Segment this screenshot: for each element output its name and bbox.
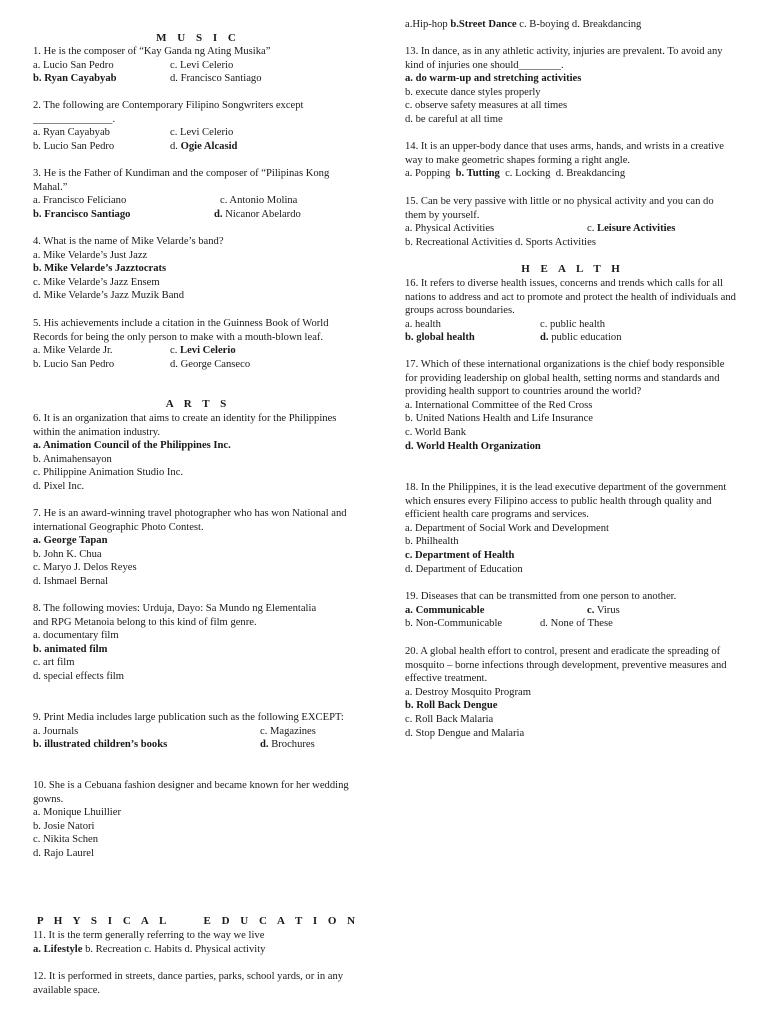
question-12 (33, 970, 358, 997)
option-a-correct: a. Animation Council of the Philippines Inc. (33, 440, 231, 452)
question-9 (33, 711, 363, 752)
option-c-correct: c. Levi Celerio (170, 345, 236, 357)
option-c: c. Maryo J. Delos Reyes (33, 562, 137, 574)
question-text: 10. She is a Cebuana fashion designer and became known for her wedding gowns. (33, 780, 349, 805)
question-13 (405, 45, 740, 127)
option-b: b. Non-Communicable (405, 618, 503, 630)
question-text: 18. In the Philippines, it is the lead executive department of the government which ensures every Filipino access to public health through quality and efficient health care programs and services. (405, 482, 727, 521)
question-8 (33, 602, 333, 684)
option-c-correct: c. Department of Health (405, 549, 515, 561)
question-text: 7. He is an award-winning travel photographer who has won National and international Geographic Photo Contest. (33, 508, 347, 533)
question-text: 13. In dance, as in any athletic activity, injuries are prevalent. To avoid any kind of injuries one should________. (405, 46, 723, 71)
option-d: d. Pixel Inc. (33, 480, 85, 492)
option-b-correct: b. animated film (33, 643, 108, 655)
option-d: d. None of These (540, 618, 613, 630)
option-d: d. Nicanor Abelardo (214, 208, 301, 220)
option-a-correct: a. George Tapan (33, 535, 108, 547)
option-c: c. Nikita Schen (33, 834, 99, 846)
option-b: b. Josie Natori (33, 820, 95, 832)
question-7 (33, 507, 353, 589)
option-d: d. George Canseco (170, 358, 251, 370)
option-d: d. Stop Dengue and Malaria (405, 727, 525, 739)
option-d: d. Rajo Laurel (33, 847, 94, 859)
option-c: c. Antonio Molina (220, 195, 298, 207)
question-text: 8. The following movies: Urduja, Dayo: Sa Mundo ng Elementalia and RPG Metanoia belong to this kind of film genre. (33, 603, 317, 628)
arts-heading: A R T S (165, 398, 231, 410)
question-text: 5. His achievements include a citation in the Guinness Book of World Records for being the only person to make with a mouth-blown leaf. (33, 318, 329, 343)
option-c: c. Mike Velarde’s Jazz Ensem (33, 276, 160, 288)
option-c: c. Roll Back Malaria (405, 713, 494, 725)
other-options: b. Recreation c. Habits d. Physical activity (82, 943, 266, 955)
question-12-options: a.Hip-hop b.Street Dance c. B-boying d. Breakdancing (405, 19, 642, 30)
option-c: c. public health (540, 318, 606, 330)
option-b-d: b. Recreational Activities d. Sports Activities (405, 236, 596, 248)
option-a: a. health (405, 318, 441, 330)
question-16 (405, 277, 740, 345)
option-b: b. Animahensayon (33, 453, 112, 465)
option-c-correct: c. Leisure Activities (587, 223, 676, 235)
option-c: c. World Bank (405, 426, 467, 438)
option-b-correct: b. Tutting (455, 168, 500, 180)
music-heading: M U S I C (156, 32, 240, 44)
question-20 (405, 645, 727, 740)
answer-blank: _______________. (33, 113, 116, 125)
question-1 (33, 45, 363, 86)
question-text: 11. It is the term generally referring to the way we live (33, 930, 265, 941)
option-a: a. Journals (33, 725, 79, 737)
option-a: a. Mike Velarde’s Just Jazz (33, 249, 148, 261)
question-18 (405, 481, 735, 576)
option-d: d. Ishmael Bernal (33, 575, 109, 587)
question-text: 2. The following are Contemporary Filipino Songwriters except (33, 100, 304, 111)
question-10 (33, 779, 353, 861)
option-a: a. Destroy Mosquito Program (405, 686, 531, 698)
question-text: 3. He is the Father of Kundiman and the composer of “Pilipinas Kong Mahal.” (33, 168, 330, 193)
option-d: d. Department of Education (405, 563, 523, 575)
question-15 (405, 195, 725, 249)
option-b: b. John K. Chua (33, 548, 102, 560)
question-5 (33, 317, 355, 371)
option-d: d. special effects film (33, 670, 124, 682)
question-text: 14. It is an upper-body dance that uses arms, hands, and wrists in a creative way to make geometric shapes forming a right angle. (405, 141, 724, 166)
question-text: 12. It is performed in streets, dance parties, parks, school yards, or in any available space. (33, 971, 344, 996)
option-c: c. Philippine Animation Studio Inc. (33, 467, 184, 479)
option-d: d. Francisco Santiago (170, 73, 262, 85)
question-19 (405, 590, 740, 631)
question-text: 20. A global health effort to control, present and eradicate the spreading of mosquito – borne infections through development, preventive measures and effective treatment. (405, 646, 727, 685)
question-text: 4. What is the name of Mike Velarde’s band? (33, 236, 224, 247)
question-6 (33, 412, 343, 494)
question-2 (33, 99, 363, 153)
option-b-correct: b. global health (405, 332, 475, 344)
option-c: c. observe safety measures at all times (405, 100, 568, 112)
option-b-correct: b. Mike Velarde’s Jazztocrats (33, 263, 167, 275)
question-text: 9. Print Media includes large publication such as the following EXCEPT: (33, 712, 344, 723)
option-a: a. Ryan Cayabyab (33, 127, 110, 139)
option-c: c. Levi Celerio (170, 127, 234, 139)
option-b: b. Lucio San Pedro (33, 140, 115, 152)
option-a-correct: a. Communicable (405, 604, 485, 616)
option-c: c. Magazines (260, 725, 316, 737)
question-text: 17. Which of these international organizations is the chief body responsible for providing leadership on global health, setting norms and standards and providing health support to countries around the world? (405, 359, 725, 398)
option-b-correct: b. Ryan Cayabyab (33, 73, 117, 85)
option-a: a. Monique Lhuillier (33, 807, 121, 819)
option-b: b. execute dance styles properly (405, 86, 541, 98)
option-a: a. Physical Activities (405, 223, 495, 235)
question-text: 19. Diseases that can be transmitted from one person to another. (405, 591, 677, 602)
option-d-correct: d. Ogie Alcasid (170, 140, 238, 152)
option-b: b. United Nations Health and Life Insurance (405, 413, 593, 425)
question-text: 16. It refers to diverse health issues, concerns and trends which calls for all nations to address and act to promote and protect the health of individuals and groups across boundaries. (405, 278, 736, 317)
option-d: d. be careful at all time (405, 113, 503, 125)
option-a: a. Lucio San Pedro (33, 59, 114, 71)
option-b: b. illustrated children’s books (33, 739, 168, 751)
question-4 (33, 235, 363, 303)
question-text: 6. It is an organization that aims to create an identity for the Philippines within the animation industry. (33, 413, 337, 438)
option-a: a. Mike Velarde Jr. (33, 345, 113, 357)
option-a-correct: a. Lifestyle (33, 943, 83, 955)
option-d: d. Mike Velarde’s Jazz Muzik Band (33, 290, 185, 302)
option-b: b. Philhealth (405, 536, 459, 548)
option-c: c. art film (33, 657, 75, 669)
option-a-correct: a. do warm-up and stretching activities (405, 73, 582, 85)
option-a: a. International Committee of the Red Cross (405, 399, 593, 411)
option-d-correct: d. Brochures (260, 739, 315, 751)
question-14: 14. It is an upper-body dance that uses arms, hands, and wrists in a creative way to make geometric shapes forming a right angle. a. Popping b. Tutting c. Locking d. Breakdancing (405, 140, 740, 181)
question-text: 1. He is the composer of “Kay Ganda ng Ating Musika” (33, 46, 271, 57)
physical-education-heading: P H Y S I C A L E D U C A T I O N (36, 915, 360, 927)
option-c: c. Levi Celerio (170, 59, 234, 71)
option-a: a. Department of Social Work and Development (405, 522, 609, 534)
option-b-correct: b. Francisco Santiago (33, 208, 131, 220)
question-3 (33, 167, 358, 221)
question-17 (405, 358, 735, 453)
question-text: 15. Can be very passive with little or no physical activity and you can do them by yourself. (405, 196, 714, 221)
question-11 (33, 929, 363, 956)
option-c: c. Virus (587, 604, 620, 616)
option-b-correct: b. Roll Back Dengue (405, 700, 498, 712)
option-b-correct: b.Street Dance (450, 19, 517, 30)
option-d-correct: d. World Health Organization (405, 440, 541, 452)
option-a: a. documentary film (33, 630, 119, 642)
health-heading: H E A L T H (521, 263, 624, 275)
option-b: b. Lucio San Pedro (33, 358, 115, 370)
option-d: d. public education (540, 332, 622, 344)
option-a: a. Francisco Feliciano (33, 195, 127, 207)
